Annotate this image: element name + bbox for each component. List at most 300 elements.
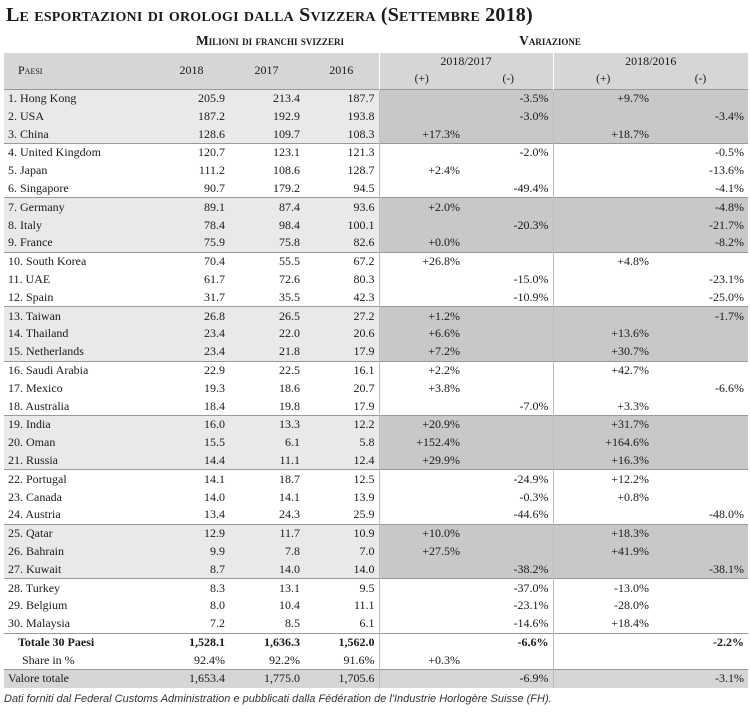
cell-var-minus-1817: [464, 524, 553, 542]
cell-country: 11. UAE: [4, 271, 154, 289]
cell-var-plus-1817: [379, 180, 464, 198]
cell-var-minus-1816: -4.1%: [653, 180, 748, 198]
cell-2016: 6.1: [304, 615, 379, 633]
cell-2016: 20.6: [304, 325, 379, 343]
cell-var-plus-1816: +12.2%: [553, 470, 653, 488]
cell-var-minus-1816: -23.1%: [653, 271, 748, 289]
cell-2016: 67.2: [304, 252, 379, 270]
cell-country: 25. Qatar: [4, 524, 154, 542]
table-row: [4, 107, 748, 125]
cell-var-plus-1816: +18.7%: [553, 125, 653, 143]
cell-2016: 128.7: [304, 162, 379, 180]
cell-var-minus-1817: -7.0%: [464, 397, 553, 415]
cell-2018: 14.4: [154, 452, 229, 470]
cell-var-plus-1816: [553, 234, 653, 252]
cell-var-minus-1817: -38.2%: [464, 560, 553, 578]
exports-table: [4, 53, 748, 688]
cell-2017: 123.1: [229, 143, 304, 161]
cell-var-plus-1816: [553, 670, 653, 688]
cell-2017: 8.5: [229, 615, 304, 633]
cell-var-plus-1816: [553, 506, 653, 524]
table-row: [4, 234, 748, 252]
cell-2018: 78.4: [154, 216, 229, 234]
cell-var-plus-1817: +17.3%: [379, 125, 464, 143]
cell-country: 9. France: [4, 234, 154, 252]
cell-2018: 23.4: [154, 343, 229, 361]
cell-2016: 42.3: [304, 288, 379, 306]
cell-2017: 11.7: [229, 524, 304, 542]
cell-var-minus-1817: -24.9%: [464, 470, 553, 488]
table-row: [4, 198, 748, 216]
cell-2017: 13.1: [229, 579, 304, 597]
cell-2016: 17.9: [304, 343, 379, 361]
cell-var-plus-1817: [379, 560, 464, 578]
cell-var-plus-1816: [553, 216, 653, 234]
table-row: [4, 524, 748, 542]
table-row: [4, 397, 748, 415]
table-row: [4, 125, 748, 143]
cell-var-plus-1817: [379, 271, 464, 289]
cell-var-minus-1817: [464, 198, 553, 216]
cell-var-plus-1816: [553, 633, 653, 651]
cell-var-plus-1817: +6.6%: [379, 325, 464, 343]
cell-2018: 16.0: [154, 415, 229, 433]
cell-var-minus-1816: [653, 343, 748, 361]
cell-var-plus-1816: +164.6%: [553, 434, 653, 452]
cell-var-plus-1817: [379, 670, 464, 688]
cell-2017: 98.4: [229, 216, 304, 234]
cell-country: 14. Thailand: [4, 325, 154, 343]
cell-var-minus-1816: -8.2%: [653, 234, 748, 252]
cell-2016: 16.1: [304, 361, 379, 379]
cell-country: 7. Germany: [4, 198, 154, 216]
cell-var-minus-1816: [653, 615, 748, 633]
cell-var-minus-1816: -13.6%: [653, 162, 748, 180]
cell-var-plus-1816: -28.0%: [553, 597, 653, 615]
cell-var-plus-1816: +9.7%: [553, 89, 653, 107]
cell-country: 12. Spain: [4, 288, 154, 306]
cell-var-plus-1817: [379, 615, 464, 633]
cell-country: 29. Belgium: [4, 597, 154, 615]
cell-country: 5. Japan: [4, 162, 154, 180]
cell-var-minus-1817: [464, 252, 553, 270]
table-row: [4, 651, 748, 669]
cell-2018: 111.2: [154, 162, 229, 180]
cell-2018: 89.1: [154, 198, 229, 216]
cell-var-minus-1817: -15.0%: [464, 271, 553, 289]
cell-var-minus-1816: [653, 452, 748, 470]
cell-var-minus-1816: [653, 543, 748, 561]
col-header-minus-1816: (-): [653, 71, 748, 89]
cell-var-plus-1817: +10.0%: [379, 524, 464, 542]
cell-2018: 90.7: [154, 180, 229, 198]
cell-var-plus-1816: [553, 560, 653, 578]
cell-2018: 19.3: [154, 379, 229, 397]
cell-var-minus-1817: [464, 543, 553, 561]
cell-var-plus-1817: [379, 470, 464, 488]
cell-2018: 22.9: [154, 361, 229, 379]
cell-2016: 5.8: [304, 434, 379, 452]
cell-2016: 14.0: [304, 560, 379, 578]
table-row: [4, 271, 748, 289]
cell-var-minus-1817: [464, 361, 553, 379]
cell-var-plus-1817: +2.4%: [379, 162, 464, 180]
cell-2018: 1,653.4: [154, 670, 229, 688]
cell-2018: 14.0: [154, 488, 229, 506]
cell-country: 24. Austria: [4, 506, 154, 524]
table-row: [4, 615, 748, 633]
table-row: [4, 597, 748, 615]
cell-2018: 8.7: [154, 560, 229, 578]
cell-country: Valore totale: [4, 670, 154, 688]
cell-country: 18. Australia: [4, 397, 154, 415]
cell-2017: 87.4: [229, 198, 304, 216]
header-row-1: [4, 53, 748, 71]
table-row: [4, 343, 748, 361]
cell-country: 19. India: [4, 415, 154, 433]
cell-var-plus-1816: [553, 271, 653, 289]
cell-2016: 11.1: [304, 597, 379, 615]
cell-var-minus-1816: -0.5%: [653, 143, 748, 161]
cell-var-minus-1816: [653, 397, 748, 415]
cell-country: 27. Kuwait: [4, 560, 154, 578]
cell-var-minus-1817: -3.0%: [464, 107, 553, 125]
cell-var-plus-1817: +0.0%: [379, 234, 464, 252]
col-header-minus-1817: (-): [464, 71, 553, 89]
cell-2017: 26.5: [229, 307, 304, 325]
table-row: [4, 143, 748, 161]
cell-2016: 27.2: [304, 307, 379, 325]
table-row: [4, 252, 748, 270]
cell-2016: 82.6: [304, 234, 379, 252]
cell-2016: 100.1: [304, 216, 379, 234]
cell-2016: 91.6%: [304, 651, 379, 669]
cell-var-plus-1817: +7.2%: [379, 343, 464, 361]
table-row: [4, 579, 748, 597]
table-row: [4, 670, 748, 688]
cell-var-plus-1816: +31.7%: [553, 415, 653, 433]
cell-2018: 205.9: [154, 89, 229, 107]
cell-var-plus-1817: +27.5%: [379, 543, 464, 561]
cell-2017: 21.8: [229, 343, 304, 361]
col-header-2018: 2018: [154, 53, 229, 89]
table-row: [4, 288, 748, 306]
cell-2017: 192.9: [229, 107, 304, 125]
cell-var-plus-1816: +13.6%: [553, 325, 653, 343]
cell-var-plus-1816: +30.7%: [553, 343, 653, 361]
cell-var-plus-1816: [553, 143, 653, 161]
cell-var-minus-1816: -1.7%: [653, 307, 748, 325]
cell-var-minus-1816: [653, 434, 748, 452]
cell-2017: 213.4: [229, 89, 304, 107]
cell-var-minus-1817: [464, 434, 553, 452]
cell-var-plus-1817: [379, 597, 464, 615]
cell-country: 10. South Korea: [4, 252, 154, 270]
cell-2017: 7.8: [229, 543, 304, 561]
cell-2018: 14.1: [154, 470, 229, 488]
cell-2017: 92.2%: [229, 651, 304, 669]
cell-var-plus-1817: [379, 107, 464, 125]
table-body: [4, 89, 748, 688]
cell-2018: 7.2: [154, 615, 229, 633]
cell-2017: 109.7: [229, 125, 304, 143]
cell-2016: 187.7: [304, 89, 379, 107]
cell-2016: 1,562.0: [304, 633, 379, 651]
cell-var-minus-1816: [653, 488, 748, 506]
cell-var-minus-1816: [653, 125, 748, 143]
cell-var-minus-1816: [653, 579, 748, 597]
cell-country: 16. Saudi Arabia: [4, 361, 154, 379]
cell-2017: 1,775.0: [229, 670, 304, 688]
cell-2016: 121.3: [304, 143, 379, 161]
cell-var-plus-1816: +16.3%: [553, 452, 653, 470]
subheader-millions: Milioni di franchi svizzeri: [196, 33, 344, 48]
cell-2018: 13.4: [154, 506, 229, 524]
cell-2018: 61.7: [154, 271, 229, 289]
cell-var-plus-1816: [553, 198, 653, 216]
cell-var-minus-1816: [653, 252, 748, 270]
cell-2018: 23.4: [154, 325, 229, 343]
cell-2018: 70.4: [154, 252, 229, 270]
cell-var-plus-1817: [379, 633, 464, 651]
cell-var-plus-1817: +1.2%: [379, 307, 464, 325]
cell-2017: 14.0: [229, 560, 304, 578]
cell-var-plus-1817: [379, 143, 464, 161]
cell-var-plus-1816: [553, 162, 653, 180]
table-row: [4, 180, 748, 198]
cell-country: 28. Turkey: [4, 579, 154, 597]
cell-var-plus-1817: +2.0%: [379, 198, 464, 216]
cell-2018: 92.4%: [154, 651, 229, 669]
cell-var-plus-1816: +41.9%: [553, 543, 653, 561]
cell-2017: 24.3: [229, 506, 304, 524]
cell-2016: 1,705.6: [304, 670, 379, 688]
cell-2017: 14.1: [229, 488, 304, 506]
page-title: Le esportazioni di orologi dalla Svizzera (Settembre 2018): [6, 4, 533, 26]
table-row: [4, 434, 748, 452]
cell-var-minus-1816: -25.0%: [653, 288, 748, 306]
cell-country: 26. Bahrain: [4, 543, 154, 561]
cell-var-plus-1817: +20.9%: [379, 415, 464, 433]
table-row: [4, 361, 748, 379]
cell-var-minus-1816: [653, 361, 748, 379]
cell-var-plus-1817: [379, 288, 464, 306]
cell-2016: 25.9: [304, 506, 379, 524]
cell-var-plus-1817: +3.8%: [379, 379, 464, 397]
cell-2016: 12.4: [304, 452, 379, 470]
cell-2018: 8.0: [154, 597, 229, 615]
table-row: [4, 470, 748, 488]
cell-2017: 1,636.3: [229, 633, 304, 651]
cell-2018: 15.5: [154, 434, 229, 452]
cell-2017: 10.4: [229, 597, 304, 615]
cell-var-minus-1817: -6.6%: [464, 633, 553, 651]
table-row: [4, 633, 748, 651]
cell-2018: 1,528.1: [154, 633, 229, 651]
cell-var-plus-1816: +4.8%: [553, 252, 653, 270]
cell-var-minus-1817: -10.9%: [464, 288, 553, 306]
cell-2018: 9.9: [154, 543, 229, 561]
cell-var-minus-1817: -3.5%: [464, 89, 553, 107]
cell-var-minus-1817: [464, 307, 553, 325]
cell-var-minus-1817: -49.4%: [464, 180, 553, 198]
cell-2016: 17.9: [304, 397, 379, 415]
cell-var-plus-1816: -13.0%: [553, 579, 653, 597]
cell-2016: 94.5: [304, 180, 379, 198]
cell-var-plus-1817: +2.2%: [379, 361, 464, 379]
cell-2018: 120.7: [154, 143, 229, 161]
cell-2016: 93.6: [304, 198, 379, 216]
cell-country: Totale 30 Paesi: [4, 633, 154, 651]
col-header-plus-1817: (+): [379, 71, 464, 89]
col-header-2016: 2016: [304, 53, 379, 89]
cell-var-plus-1816: [553, 288, 653, 306]
cell-var-minus-1817: -20.3%: [464, 216, 553, 234]
cell-2016: 108.3: [304, 125, 379, 143]
cell-var-minus-1817: [464, 343, 553, 361]
cell-var-plus-1816: +0.8%: [553, 488, 653, 506]
cell-2017: 22.0: [229, 325, 304, 343]
cell-var-minus-1816: -48.0%: [653, 506, 748, 524]
cell-var-plus-1816: +18.3%: [553, 524, 653, 542]
cell-var-minus-1816: -21.7%: [653, 216, 748, 234]
cell-2017: 35.5: [229, 288, 304, 306]
cell-var-plus-1817: +152.4%: [379, 434, 464, 452]
cell-var-plus-1816: [553, 651, 653, 669]
cell-2017: 19.8: [229, 397, 304, 415]
cell-2017: 22.5: [229, 361, 304, 379]
cell-var-minus-1816: -6.6%: [653, 379, 748, 397]
cell-var-minus-1816: -38.1%: [653, 560, 748, 578]
cell-2016: 7.0: [304, 543, 379, 561]
cell-var-minus-1817: [464, 234, 553, 252]
cell-var-minus-1816: -4.8%: [653, 198, 748, 216]
cell-var-plus-1816: +3.3%: [553, 397, 653, 415]
table-row: [4, 452, 748, 470]
cell-country: 6. Singapore: [4, 180, 154, 198]
cell-var-minus-1817: -23.1%: [464, 597, 553, 615]
cell-var-plus-1816: +18.4%: [553, 615, 653, 633]
col-header-var-2018-2016: 2018/2016: [553, 53, 748, 71]
cell-2016: 12.2: [304, 415, 379, 433]
cell-country: 17. Mexico: [4, 379, 154, 397]
cell-2017: 55.5: [229, 252, 304, 270]
cell-var-plus-1817: [379, 89, 464, 107]
cell-var-minus-1816: -2.2%: [653, 633, 748, 651]
table-row: [4, 379, 748, 397]
cell-2017: 11.1: [229, 452, 304, 470]
cell-country: 1. Hong Kong: [4, 89, 154, 107]
cell-country: 21. Russia: [4, 452, 154, 470]
cell-country: 23. Canada: [4, 488, 154, 506]
cell-var-minus-1817: [464, 162, 553, 180]
col-header-2017: 2017: [229, 53, 304, 89]
cell-var-plus-1817: [379, 488, 464, 506]
cell-var-minus-1817: [464, 415, 553, 433]
cell-2018: 26.8: [154, 307, 229, 325]
cell-2018: 75.9: [154, 234, 229, 252]
cell-2018: 18.4: [154, 397, 229, 415]
cell-var-minus-1816: -3.1%: [653, 670, 748, 688]
cell-2017: 179.2: [229, 180, 304, 198]
cell-var-plus-1817: [379, 397, 464, 415]
cell-var-minus-1817: [464, 452, 553, 470]
cell-country: 20. Oman: [4, 434, 154, 452]
cell-var-minus-1816: [653, 597, 748, 615]
cell-country: 13. Taiwan: [4, 307, 154, 325]
table-row: [4, 89, 748, 107]
col-header-var-2018-2017: 2018/2017: [379, 53, 553, 71]
cell-2018: 31.7: [154, 288, 229, 306]
footnote: Dati forniti dal Federal Customs Administration e pubblicati dalla Fédération de l'Industrie Horlogère Suisse (FH).: [4, 693, 552, 705]
table-row: [4, 560, 748, 578]
cell-2018: 12.9: [154, 524, 229, 542]
cell-var-plus-1816: [553, 379, 653, 397]
cell-var-minus-1817: [464, 651, 553, 669]
cell-var-minus-1817: -6.9%: [464, 670, 553, 688]
cell-2016: 9.5: [304, 579, 379, 597]
cell-var-minus-1817: -37.0%: [464, 579, 553, 597]
table-row: [4, 307, 748, 325]
cell-2016: 13.9: [304, 488, 379, 506]
cell-var-plus-1817: +29.9%: [379, 452, 464, 470]
cell-var-plus-1817: [379, 506, 464, 524]
cell-var-minus-1816: [653, 470, 748, 488]
table-row: [4, 543, 748, 561]
table-row: [4, 325, 748, 343]
cell-2017: 6.1: [229, 434, 304, 452]
cell-var-plus-1816: [553, 107, 653, 125]
cell-country: 3. China: [4, 125, 154, 143]
cell-country: 15. Netherlands: [4, 343, 154, 361]
cell-2016: 193.8: [304, 107, 379, 125]
cell-var-plus-1817: [379, 579, 464, 597]
cell-var-minus-1816: [653, 651, 748, 669]
cell-country: Share in %: [4, 651, 154, 669]
cell-var-minus-1817: -14.6%: [464, 615, 553, 633]
cell-var-minus-1816: [653, 524, 748, 542]
cell-2017: 72.6: [229, 271, 304, 289]
cell-var-minus-1817: -44.6%: [464, 506, 553, 524]
cell-2017: 13.3: [229, 415, 304, 433]
cell-2018: 128.6: [154, 125, 229, 143]
cell-2017: 18.7: [229, 470, 304, 488]
table-row: [4, 506, 748, 524]
table-row: [4, 415, 748, 433]
cell-var-plus-1817: +0.3%: [379, 651, 464, 669]
col-header-paesi: Paesi: [4, 53, 154, 89]
col-header-plus-1816: (+): [553, 71, 653, 89]
cell-country: 30. Malaysia: [4, 615, 154, 633]
subheader-variation: Variazione: [519, 33, 581, 48]
cell-var-minus-1816: [653, 89, 748, 107]
cell-country: 2. USA: [4, 107, 154, 125]
cell-var-minus-1816: [653, 415, 748, 433]
cell-var-minus-1817: [464, 125, 553, 143]
cell-country: 4. United Kingdom: [4, 143, 154, 161]
cell-country: 22. Portugal: [4, 470, 154, 488]
cell-var-plus-1816: [553, 307, 653, 325]
cell-2016: 20.7: [304, 379, 379, 397]
cell-2018: 8.3: [154, 579, 229, 597]
cell-var-plus-1816: +42.7%: [553, 361, 653, 379]
cell-2017: 108.6: [229, 162, 304, 180]
cell-2017: 75.8: [229, 234, 304, 252]
cell-var-minus-1816: [653, 325, 748, 343]
cell-var-minus-1816: -3.4%: [653, 107, 748, 125]
cell-var-minus-1817: [464, 379, 553, 397]
cell-country: 8. Italy: [4, 216, 154, 234]
